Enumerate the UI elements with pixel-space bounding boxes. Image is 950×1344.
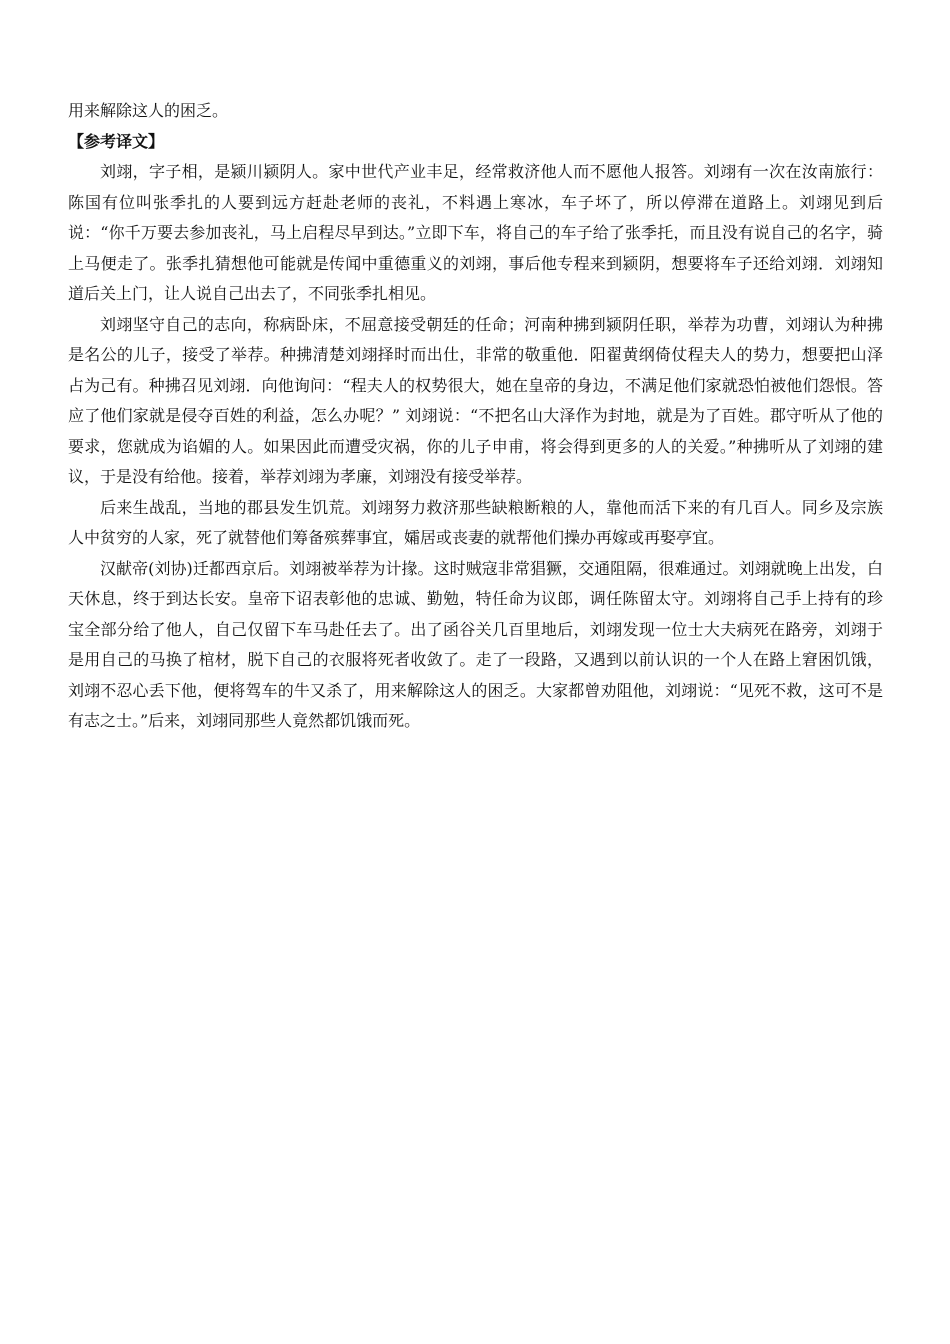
continuation-line: 用来解除这人的困乏。 [68, 101, 229, 120]
paragraph-4: 汉献帝(刘协)迁都西京后。刘翊被举荐为计掾。这时贼寇非常猖獗，交通阻隔，很难通过。刘翊就晚上出发，白天休息，终于到达长安。皇帝下诏表彰他的忠诚、勤勉，特任命为议郎，调任陈留太守。刘翊将自己手上持有的珍宝全部分给了他人，自己仅留下车马赴任去了。出了函谷关几百里地后，刘翊发现一位士大夫病死在路旁，刘翊于是用自己的马换了棺材，脱下自己的衣服将死者收敛了。走了一段路，又遇到以前认识的一个人在路上窘困饥饿，刘翊不忍心丢下他，便将驾车的牛又杀了，用来解除这人的困乏。大家都曾劝阻他，刘翊说：“见死不救，这可不是有志之士。”后来，刘翊同那些人竟然都饥饿而死。 [68, 558, 883, 730]
paragraph-1: 刘翊，字子相，是颍川颍阴人。家中世代产业丰足，经常救济他人而不愿他人报答。刘翊有一次在汝南旅行：陈国有位叫张季扎的人要到远方赶赴老师的丧礼，不料遇上寒冰，车子坏了，所以停滞在道路上。刘翊见到后说：“你千万要去参加丧礼，马上启程尽早到达。”立即下车，将自己的车子给了张季托，而且没有说自己的名字，骑上马便走了。张季扎猜想他可能就是传闻中重德重义的刘翊，事后他专程来到颍阴，想要将车子还给刘翊．刘翊知道后关上门，让人说自己出去了，不同张季扎相见。 [68, 162, 883, 303]
section-heading: 【参考译文】 [68, 131, 165, 151]
paragraph-2: 刘翊坚守自己的志向，称病卧床，不屈意接受朝廷的任命；河南种拂到颍阴任职，举荐为功曹，刘翊认为种拂是名公的儿子，接受了举荐。种拂清楚刘翊择时而出仕，非常的敬重他．阳翟黄纲倚仗程夫人的势力，想要把山泽占为己有。种拂召见刘翊．向他询问：“程夫人的权势很大，她在皇帝的身边，不满足他们家就恐怕被他们怨恨。答应了他们家就是侵夺百姓的利益，怎么办呢？” 刘翊说：“不把名山大泽作为封地，就是为了百姓。郡守听从了他的要求，您就成为谄媚的人。如果因此而遭受灾祸，你的儿子申甫，将会得到更多的人的关爱。”种拂听从了刘翊的建议，于是没有给他。接着，举荐刘翊为孝廉，刘翊没有接受举荐。 [68, 314, 883, 486]
document-body [68, 96, 883, 737]
paragraph-3: 后来生战乱，当地的郡县发生饥荒。刘翊努力救济那些缺粮断粮的人，靠他而活下来的有几百人。同乡及宗族人中贫穷的人家，死了就替他们筹备殡葬事宜，孀居或丧妻的就帮他们操办再嫁或再娶亭宜。 [68, 497, 883, 547]
